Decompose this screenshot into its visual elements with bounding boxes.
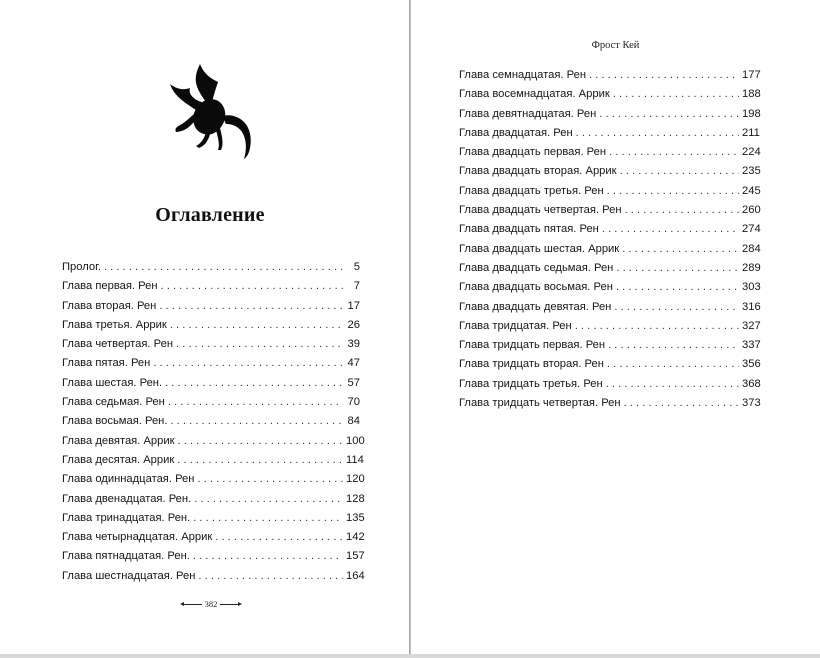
- leader-dots: [153, 354, 343, 373]
- toc-entry-label: Глава тридцать третья. Рен: [459, 377, 603, 390]
- toc-entry-label: Глава двадцать четвертая. Рен: [459, 204, 622, 217]
- page-number: [168, 598, 254, 610]
- toc-entry[interactable]: [459, 124, 760, 143]
- toc-entry-page: 356: [742, 358, 761, 371]
- toc-entry-label: Глава тридцатая. Рен: [459, 319, 572, 332]
- toc-entry[interactable]: [62, 451, 364, 470]
- toc-entry-page: 337: [742, 339, 761, 352]
- toc-entry[interactable]: [459, 240, 761, 259]
- toc-entry-label: Глава тринадцатая. Рен.: [62, 511, 191, 524]
- toc-entry-page: 39: [347, 338, 360, 351]
- toc-entry-label: Глава тридцать первая. Рен: [459, 339, 606, 352]
- ornament-rule-left: [184, 604, 202, 605]
- toc-entry-page: 84: [347, 415, 360, 428]
- leader-dots: [576, 124, 739, 143]
- toc-entry[interactable]: [62, 277, 360, 296]
- toc-entry-page: 245: [742, 184, 761, 197]
- toc-entry-label: Глава четвертая. Рен: [62, 338, 174, 351]
- leader-dots: [602, 220, 739, 239]
- toc-entry-page: 224: [742, 146, 761, 159]
- toc-entry-page: 289: [742, 261, 761, 274]
- toc-entry-page: 316: [742, 300, 761, 313]
- toc-entry-page: 157: [346, 550, 365, 563]
- toc-entry[interactable]: [459, 278, 761, 297]
- leader-dots: [177, 451, 343, 470]
- toc-entry-label: Глава семнадцатая. Рен: [459, 69, 587, 81]
- leader-dots: [176, 335, 343, 354]
- toc-entry-page: 70: [347, 396, 360, 409]
- leader-dots: [625, 201, 739, 220]
- leader-dots: [193, 547, 343, 566]
- leader-dots: [622, 240, 739, 259]
- toc-entry[interactable]: [459, 336, 761, 355]
- toc-entry[interactable]: [459, 220, 761, 239]
- leader-dots: [609, 143, 739, 162]
- toc-entry-label: Глава девятнадцатая. Рен: [459, 107, 597, 120]
- toc-entry[interactable]: [459, 375, 761, 394]
- toc-entry-page: 327: [742, 319, 761, 332]
- toc-entry-page: 164: [346, 569, 365, 582]
- toc-entry-label: Глава шестая. Рен.: [62, 376, 163, 389]
- ornament-rule-right: [220, 604, 238, 605]
- toc-entry-page: 120: [346, 473, 365, 486]
- leader-dots: [193, 509, 343, 528]
- toc-entry-label: Глава седьмая. Рен: [62, 396, 165, 409]
- toc-entry[interactable]: [459, 201, 761, 220]
- leader-dots: [168, 393, 343, 412]
- leader-dots: [599, 105, 739, 124]
- toc-entry-page: 198: [742, 107, 761, 120]
- leader-dots: [620, 162, 739, 181]
- toc-entry-page: 284: [742, 242, 761, 255]
- dragon-icon: [166, 58, 262, 160]
- leader-dots: [575, 317, 739, 336]
- toc-entry[interactable]: [459, 182, 761, 201]
- toc-entry[interactable]: [459, 355, 761, 374]
- toc-entry[interactable]: [459, 394, 761, 413]
- toc-entry-label: Глава вторая. Рен: [62, 299, 157, 312]
- toc-entry-label: Глава шестнадцатая. Рен: [62, 569, 196, 582]
- toc-entry-label: Глава двенадцатая. Рен.: [62, 492, 192, 505]
- leader-dots: [215, 528, 343, 547]
- toc-entry-label: Глава двадцать пятая. Рен: [459, 223, 599, 236]
- page-bottom-edge: [0, 654, 820, 658]
- toc-entry-page: 235: [742, 165, 761, 178]
- toc-entry[interactable]: [459, 259, 761, 278]
- toc-entry-label: Глава первая. Рен: [62, 280, 158, 293]
- toc-entry-page: 128: [346, 492, 365, 505]
- toc-entry-label: Глава восьмая. Рен.: [62, 415, 168, 428]
- toc-entry-label: Глава тридцать вторая. Рен: [459, 358, 604, 371]
- leader-dots: [197, 470, 343, 489]
- toc-entry[interactable]: [62, 258, 360, 277]
- leader-dots: [170, 316, 343, 335]
- toc-entry-label: Глава двадцать восьмая. Рен: [459, 281, 613, 294]
- toc-entry[interactable]: [62, 297, 360, 316]
- toc-entry[interactable]: [62, 470, 365, 489]
- toc-list-left: [62, 258, 365, 586]
- toc-entry[interactable]: [62, 316, 360, 335]
- toc-entry-label: Глава двадцать седьмая. Рен: [459, 261, 614, 274]
- toc-entry-label: Глава девятая. Аррик: [62, 434, 175, 447]
- toc-entry[interactable]: [62, 528, 365, 547]
- leader-dots: [613, 85, 739, 104]
- toc-entry[interactable]: [459, 105, 761, 124]
- leader-dots: [607, 355, 739, 374]
- toc-title: Оглавление: [155, 204, 265, 226]
- leader-dots: [165, 374, 343, 393]
- leader-dots: [170, 412, 343, 431]
- leader-dots: [198, 567, 343, 586]
- toc-entry[interactable]: [459, 317, 761, 336]
- toc-entry-label: Глава двадцатая. Рен: [459, 126, 573, 139]
- leader-dots: [589, 66, 739, 85]
- toc-entry-label: Глава третья. Аррик: [62, 318, 167, 331]
- leader-dots: [606, 375, 739, 394]
- toc-entry-page: 135: [346, 511, 365, 524]
- toc-entry-page: 142: [346, 531, 365, 544]
- toc-entry-label: Глава пятая. Рен: [62, 357, 151, 370]
- toc-entry-label: Глава восемнадцатая. Аррик: [459, 88, 610, 101]
- toc-entry-page: 177: [742, 69, 761, 81]
- toc-entry[interactable]: [459, 143, 761, 162]
- toc-entry-page: 26: [347, 318, 360, 331]
- toc-entry-page: 7: [353, 280, 360, 293]
- toc-entry-label: Глава пятнадцатая. Рен.: [62, 550, 190, 563]
- running-head: Фрост Кей: [591, 40, 640, 51]
- toc-entry[interactable]: [459, 162, 761, 181]
- toc-entry-page: 100: [346, 434, 365, 447]
- toc-entry-page: 114: [346, 453, 364, 466]
- toc-entry[interactable]: [62, 412, 360, 431]
- toc-entry-page: 57: [347, 376, 360, 389]
- toc-entry[interactable]: [62, 509, 365, 528]
- leader-dots: [616, 278, 739, 297]
- toc-entry-page: 373: [742, 397, 761, 410]
- leader-dots: [608, 336, 739, 355]
- leader-dots: [161, 277, 343, 296]
- leader-dots: [616, 259, 739, 278]
- toc-entry-page: 211: [742, 126, 760, 139]
- toc-entry-label: Глава двадцать девятая. Рен: [459, 300, 612, 313]
- toc-entry-label: Глава двадцать вторая. Аррик: [459, 165, 617, 178]
- leader-dots: [624, 394, 739, 413]
- leader-dots: [178, 432, 344, 451]
- toc-entry-page: 17: [347, 299, 360, 312]
- toc-entry[interactable]: [62, 490, 365, 509]
- leader-dots: [607, 182, 739, 201]
- toc-entry[interactable]: [62, 335, 360, 354]
- toc-entry[interactable]: [62, 547, 365, 566]
- toc-entry-page: 260: [742, 204, 761, 217]
- toc-entry-label: Глава четырнадцатая. Аррик: [62, 531, 213, 544]
- toc-entry[interactable]: [62, 567, 365, 586]
- toc-entry-page: 368: [742, 377, 761, 390]
- toc-entry-label: Глава тридцать четвертая. Рен: [459, 397, 621, 410]
- right-page: [411, 0, 820, 658]
- toc-entry-page: 188: [742, 88, 761, 101]
- toc-entry-page: 47: [347, 357, 360, 370]
- toc-entry[interactable]: [62, 354, 360, 373]
- page-number-text: 382: [204, 599, 218, 609]
- toc-entry[interactable]: [459, 298, 761, 317]
- leader-dots: [614, 298, 739, 317]
- toc-entry-page: 5: [353, 261, 360, 273]
- toc-entry[interactable]: [62, 374, 360, 393]
- toc-entry-label: Пролог.: [62, 261, 101, 273]
- toc-entry-page: 274: [742, 223, 761, 236]
- leader-dots: [104, 258, 343, 277]
- toc-entry[interactable]: [62, 393, 360, 412]
- toc-list-right: [459, 66, 761, 413]
- toc-entry-label: Глава двадцать третья. Рен: [459, 184, 604, 197]
- toc-entry[interactable]: [62, 432, 365, 451]
- toc-entry[interactable]: [459, 66, 761, 85]
- toc-entry-label: Глава десятая. Аррик: [62, 453, 175, 466]
- toc-entry-label: Глава двадцать шестая. Аррик: [459, 242, 620, 255]
- toc-entry-label: Глава одиннадцатая. Рен: [62, 473, 195, 486]
- leader-dots: [194, 490, 343, 509]
- toc-entry[interactable]: [459, 85, 761, 104]
- toc-entry-label: Глава двадцать первая. Рен: [459, 146, 607, 159]
- leader-dots: [159, 297, 343, 316]
- toc-entry-page: 303: [742, 281, 761, 294]
